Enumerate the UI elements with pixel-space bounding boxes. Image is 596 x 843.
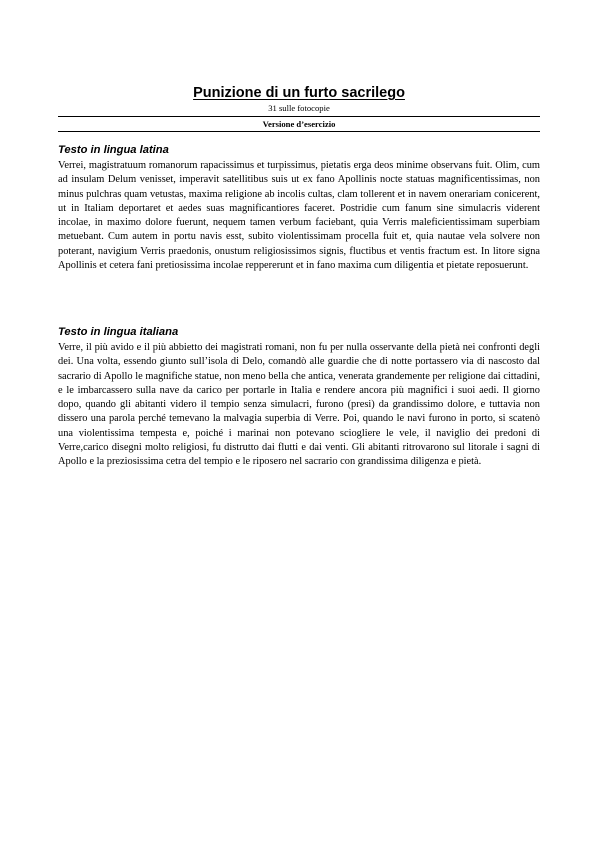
latin-section-heading: Testo in lingua latina [58, 144, 169, 156]
italian-section-heading: Testo in lingua italiana [58, 326, 179, 338]
document-title: Punizione di un furto sacrilego [193, 85, 405, 101]
italian-text-paragraph: Verre, il più avido e il più abbietto dei magistrati romani, non fu per nulla osservante della pietà nei confronti degli dei. Una volta, essendo giunto sull’isola di Delo, comandò alle guardie che di notte portassero via di nascosto dal sacrario di Apollo le magnifiche statue, non meno bella che antica, venerata grandemente per religione dai cittadini, e le imbarcassero sulla nave da carico per portarle in Italia e rendere ancora più magnifici i suoi aedi. Il giorno dopo, quando gli abitanti videro il tempio senza simulacri, furono (presi) da grandissimo dolore, e tuttavia non dissero una parola perché temevano la malvagia superbia di Verre. Poi, quando le navi furono in porto, si scatenò una violentissima tempesta e, poiché i marinai non potevano sciogliere le vele, il naviglio dei predoni di Verre,carico disegni molto religiosi, fu distrutto dai flutti e dai venti. Gli abitanti ritrovarono sul litorale i sagni di Apollo e la preziosissima cetra del tempio e le riposero nel sacrario con grandissima diligenza e pietà. [58, 342, 540, 468]
latin-text-paragraph: Verrei, magistratuum romanorum rapacissimus et turpissimus, pietatis erga deos minime observans fuit. Olim, cum ad insulam Delum venisset, imperavit satellitibus suis ut ex fano Apollinis nocte statuas magnificentissimas, non minus pulchras quam vetustas, maxima religione ab incolis cultas, clam tollerent et in navem onerariam conicerent, ut in Italiam deportaret et aedes suas magnificantiores faceret. Postridie cum fanum sine simulacris viderent incolae, in maximo dolore fuerunt, nequem tamen verbum faciebant, quia Verris maleficientissimam superbiam metuebant. Cum autem in portu navis esst, subito violentissimam procella fuit et, quia nautae vela solvere non poterant, navigium Verris praedonis, onustum religiosissimos signis, fluctibus et ventis fractum est. In litore signa Apollinis et cetera fani pretiosissima incolae reppererunt et in fano maxima cum diligentia et pietate reposuerunt. [58, 160, 540, 272]
bottom-divider [58, 131, 540, 132]
document-subtitle: 31 sulle fotocopie [268, 103, 330, 113]
version-label: Versione d’esercizio [262, 119, 336, 129]
top-divider [58, 116, 540, 117]
